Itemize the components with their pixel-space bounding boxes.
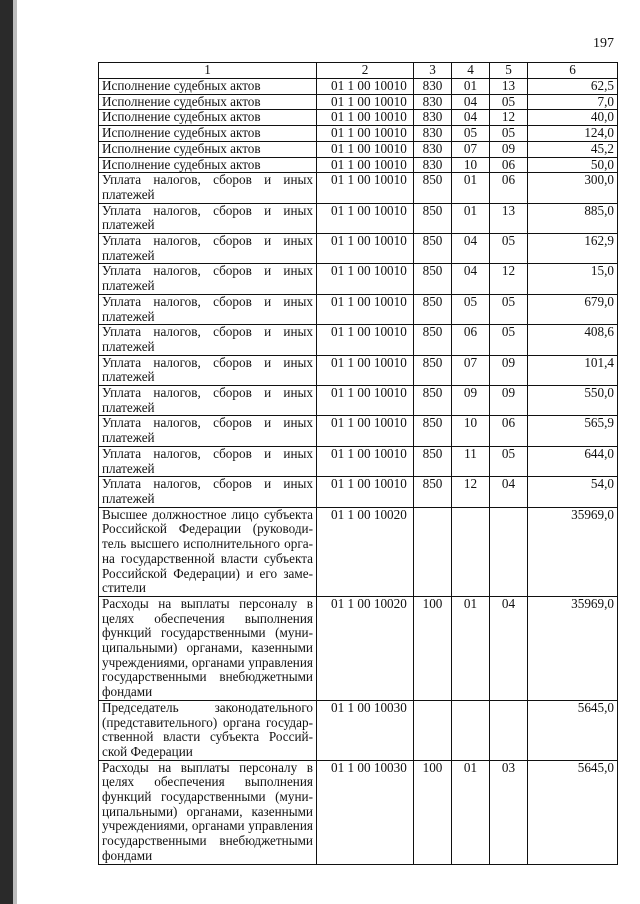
section: 04 <box>452 110 490 126</box>
subsection: 12 <box>490 264 528 294</box>
header-col-3: 3 <box>414 63 452 79</box>
subsection: 05 <box>490 126 528 142</box>
section: 01 <box>452 760 490 864</box>
table-row <box>99 141 618 157</box>
subsection <box>490 700 528 760</box>
header-col-6: 6 <box>528 63 618 79</box>
table-row <box>99 203 618 233</box>
scan-edge-light <box>13 0 17 904</box>
subsection: 05 <box>490 294 528 324</box>
subsection: 13 <box>490 203 528 233</box>
subsection: 09 <box>490 355 528 385</box>
amount: 50,0 <box>528 157 618 173</box>
table-row <box>99 157 618 173</box>
section <box>452 700 490 760</box>
expense-type: 850 <box>414 477 452 507</box>
section: 04 <box>452 234 490 264</box>
subsection: 04 <box>490 596 528 700</box>
table-row <box>99 234 618 264</box>
section: 01 <box>452 596 490 700</box>
amount: 408,6 <box>528 325 618 355</box>
expense-type: 850 <box>414 203 452 233</box>
subsection: 06 <box>490 173 528 203</box>
page-number: 197 <box>593 36 614 51</box>
expense-type: 850 <box>414 173 452 203</box>
item-name: Уплата налогов, сборов и иных платежей <box>99 264 317 294</box>
expense-type <box>414 507 452 596</box>
item-name: Уплата налогов, сборов и иных платежей <box>99 386 317 416</box>
target-code: 01 1 00 10010 <box>317 173 414 203</box>
amount: 550,0 <box>528 386 618 416</box>
subsection: 13 <box>490 79 528 95</box>
subsection: 05 <box>490 234 528 264</box>
target-code: 01 1 00 10020 <box>317 596 414 700</box>
item-name: Уплата налогов, сборов и иных платежей <box>99 203 317 233</box>
amount: 124,0 <box>528 126 618 142</box>
expense-type: 100 <box>414 596 452 700</box>
item-name: Исполнение судебных актов <box>99 94 317 110</box>
table-row <box>99 355 618 385</box>
target-code: 01 1 00 10010 <box>317 416 414 446</box>
item-name: Уплата налогов, сборов и иных платежей <box>99 477 317 507</box>
target-code: 01 1 00 10020 <box>317 507 414 596</box>
item-name: Уплата налогов, сборов и иных платежей <box>99 416 317 446</box>
target-code: 01 1 00 10010 <box>317 294 414 324</box>
subsection: 12 <box>490 110 528 126</box>
table-row <box>99 126 618 142</box>
item-name: Высшее должностное лицо субъекта Российской Федерации (руководитель высшего исполнительного органа государственной власти субъекта Российской Федерации) и его заместители <box>99 507 317 596</box>
amount: 40,0 <box>528 110 618 126</box>
target-code: 01 1 00 10010 <box>317 79 414 95</box>
header-col-4: 4 <box>452 63 490 79</box>
section: 01 <box>452 173 490 203</box>
item-name: Исполнение судебных актов <box>99 157 317 173</box>
expense-type <box>414 700 452 760</box>
table-row <box>99 760 618 864</box>
header-col-2: 2 <box>317 63 414 79</box>
section: 07 <box>452 355 490 385</box>
subsection: 03 <box>490 760 528 864</box>
target-code: 01 1 00 10010 <box>317 355 414 385</box>
subsection: 09 <box>490 386 528 416</box>
table-row <box>99 477 618 507</box>
section: 07 <box>452 141 490 157</box>
item-name: Исполнение судебных актов <box>99 79 317 95</box>
expense-type: 850 <box>414 416 452 446</box>
table-row <box>99 94 618 110</box>
item-name: Исполнение судебных актов <box>99 126 317 142</box>
amount: 54,0 <box>528 477 618 507</box>
target-code: 01 1 00 10010 <box>317 110 414 126</box>
section <box>452 507 490 596</box>
table-row <box>99 386 618 416</box>
target-code: 01 1 00 10010 <box>317 94 414 110</box>
amount: 300,0 <box>528 173 618 203</box>
subsection: 05 <box>490 325 528 355</box>
target-code: 01 1 00 10030 <box>317 700 414 760</box>
amount: 62,5 <box>528 79 618 95</box>
section: 11 <box>452 446 490 476</box>
expense-type: 850 <box>414 446 452 476</box>
subsection: 06 <box>490 416 528 446</box>
table-row <box>99 325 618 355</box>
section: 10 <box>452 416 490 446</box>
subsection: 06 <box>490 157 528 173</box>
subsection: 04 <box>490 477 528 507</box>
table-row <box>99 700 618 760</box>
expense-type: 850 <box>414 234 452 264</box>
amount: 5645,0 <box>528 760 618 864</box>
section: 06 <box>452 325 490 355</box>
expense-type: 830 <box>414 141 452 157</box>
item-name: Уплата налогов, сборов и иных платежей <box>99 325 317 355</box>
target-code: 01 1 00 10010 <box>317 477 414 507</box>
amount: 885,0 <box>528 203 618 233</box>
section: 09 <box>452 386 490 416</box>
amount: 15,0 <box>528 264 618 294</box>
target-code: 01 1 00 10030 <box>317 760 414 864</box>
section: 01 <box>452 203 490 233</box>
expense-type: 850 <box>414 355 452 385</box>
target-code: 01 1 00 10010 <box>317 446 414 476</box>
item-name: Уплата налогов, сборов и иных платежей <box>99 234 317 264</box>
section: 10 <box>452 157 490 173</box>
table-row <box>99 507 618 596</box>
subsection: 05 <box>490 446 528 476</box>
amount: 5645,0 <box>528 700 618 760</box>
table-row <box>99 596 618 700</box>
expense-type: 830 <box>414 157 452 173</box>
item-name: Уплата налогов, сборов и иных платежей <box>99 446 317 476</box>
expense-type: 100 <box>414 760 452 864</box>
target-code: 01 1 00 10010 <box>317 325 414 355</box>
budget-table <box>98 62 618 865</box>
expense-type: 850 <box>414 325 452 355</box>
item-name: Расходы на выплаты персоналу в целях обеспечения выполнения функций государственными (муниципальными) органами, казенными учреждениями, органами управления государственными внебюджетными фондами <box>99 596 317 700</box>
section: 12 <box>452 477 490 507</box>
amount: 679,0 <box>528 294 618 324</box>
amount: 35969,0 <box>528 507 618 596</box>
header-col-1: 1 <box>99 63 317 79</box>
amount: 45,2 <box>528 141 618 157</box>
section: 05 <box>452 294 490 324</box>
amount: 7,0 <box>528 94 618 110</box>
target-code: 01 1 00 10010 <box>317 234 414 264</box>
section: 04 <box>452 264 490 294</box>
item-name: Уплата налогов, сборов и иных платежей <box>99 294 317 324</box>
expense-type: 850 <box>414 264 452 294</box>
amount: 565,9 <box>528 416 618 446</box>
target-code: 01 1 00 10010 <box>317 141 414 157</box>
section: 01 <box>452 79 490 95</box>
table-row <box>99 79 618 95</box>
scan-edge-dark <box>0 0 13 904</box>
item-name: Уплата налогов, сборов и иных платежей <box>99 173 317 203</box>
amount: 35969,0 <box>528 596 618 700</box>
table-row <box>99 110 618 126</box>
amount: 162,9 <box>528 234 618 264</box>
amount: 101,4 <box>528 355 618 385</box>
item-name: Расходы на выплаты персоналу в целях обеспечения выполнения функций государственными (муниципальными) органами, казенными учреждениями, органами управления государственными внебюджетными фондами <box>99 760 317 864</box>
target-code: 01 1 00 10010 <box>317 203 414 233</box>
table-row <box>99 446 618 476</box>
target-code: 01 1 00 10010 <box>317 157 414 173</box>
table-row <box>99 173 618 203</box>
table-header-row <box>99 63 618 79</box>
section: 04 <box>452 94 490 110</box>
target-code: 01 1 00 10010 <box>317 386 414 416</box>
expense-type: 830 <box>414 126 452 142</box>
table-row <box>99 264 618 294</box>
expense-type: 830 <box>414 94 452 110</box>
expense-type: 830 <box>414 110 452 126</box>
target-code: 01 1 00 10010 <box>317 264 414 294</box>
item-name: Исполнение судебных актов <box>99 110 317 126</box>
table-row <box>99 416 618 446</box>
item-name: Исполнение судебных актов <box>99 141 317 157</box>
subsection <box>490 507 528 596</box>
expense-type: 850 <box>414 386 452 416</box>
subsection: 05 <box>490 94 528 110</box>
header-col-5: 5 <box>490 63 528 79</box>
subsection: 09 <box>490 141 528 157</box>
expense-type: 850 <box>414 294 452 324</box>
item-name: Уплата налогов, сборов и иных платежей <box>99 355 317 385</box>
section: 05 <box>452 126 490 142</box>
table-row <box>99 294 618 324</box>
target-code: 01 1 00 10010 <box>317 126 414 142</box>
expense-type: 830 <box>414 79 452 95</box>
item-name: Председатель законодательного (представительного) органа государственной власти субъекта Российской Федерации <box>99 700 317 760</box>
amount: 644,0 <box>528 446 618 476</box>
